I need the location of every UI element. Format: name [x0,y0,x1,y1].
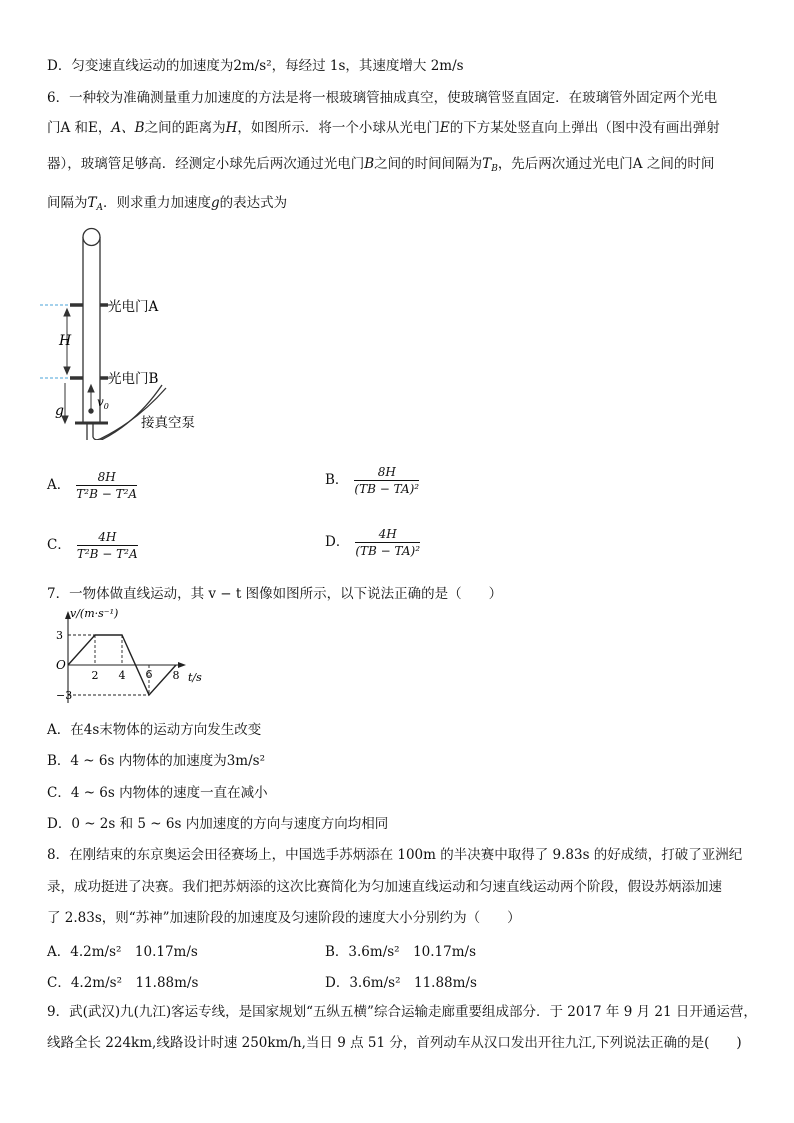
gate-a-label: 光电门A [108,299,159,315]
q8-stem-line2: 录，成功挺进了决赛。我们把苏炳添的这次比赛简化为匀加速直线运动和匀速直线运动两个阶段，假设苏炳添加速 [47,879,722,895]
q9-stem-line1: 9．武(武汉)九(九江)客运专线，是国家规划“五纵五横”综合运输走廊重要组成部分．于 2017 年 9 月 21 日开通运营， [47,1004,757,1020]
y-tick-label-1: −3 [56,689,73,702]
origin-label: O [56,658,66,672]
q6-apparatus-figure [40,225,240,440]
q8-stem-line3: 了 2.83s，则“苏神”加速阶段的加速度及匀速阶段的速度大小分别约为（ ） [47,910,521,926]
x-tick-label-0: 2 [91,669,99,682]
vacuum-pipe [87,385,162,440]
q7-option-a[interactable]: A．在4s末物体的运动方向发生改变 [47,722,262,738]
y-tick-label-0: 3 [56,629,63,642]
v0-label: $v_0$ [97,395,109,411]
q6-stem-line3: 器），玻璃管足够高．经测定小球先后两次通过光电门B之间的时间间隔为$T_B$，先后两次通过光电门A 之间的时间 [47,156,715,174]
q8-option-b[interactable]: B．3.6m/s² 10.17m/s [325,944,477,960]
q9-stem-line2: 线路全长 224km,线路设计时速 250km/h,当日 9 点 51 分，首列动车从汉口发出开往九江,下列说法正确的是( ) [47,1035,742,1051]
q8-option-d[interactable]: D．3.6m/s² 11.88m/s [325,975,477,991]
q5-option-d: D．匀变速直线运动的加速度为2m/s²，每经过 1s，其速度增大 2m/s [47,58,464,74]
q6-option-b[interactable]: B． $\frac{8H}{\text{(TB − TA)²}}$ [325,465,420,496]
x-tick-label-1: 4 [118,669,126,682]
q8-option-a[interactable]: A．4.2m/s² 10.17m/s [47,944,198,960]
q6-stem-line1: 6．一种较为准确测量重力加速度的方法是将一根玻璃管抽成真空，使玻璃管竖直固定．在玻璃管外固定两个光电 [47,90,718,106]
x-tick-label-3: 8 [172,669,180,682]
y-axis-label: v/(m·s⁻¹) [70,607,119,620]
tube-top [83,229,100,246]
q7-option-c[interactable]: C．4 ~ 6s 内物体的速度一直在减小 [47,785,268,801]
q7-vt-chart [48,605,208,710]
q6-stem-line2: 门A 和E，A、B之间的距离为H，如图所示．将一个小球从光电门E的下方某处竖直向上弹出（图中没有画出弹射 [47,120,720,136]
q8-option-c[interactable]: C．4.2m/s² 11.88m/s [47,975,199,991]
q6-option-d[interactable]: D． $\frac{4H}{\text{(TB − TA)²}}$ [325,527,421,558]
ball [89,409,93,413]
q6-option-a[interactable]: A． $\frac{8H}{\text{T²B − T²A}}$ [47,470,138,501]
x-axis-arrow [178,662,186,668]
vacuum-pipe-outer [93,388,166,440]
q7-stem: 7．一物体做直线运动，其 v − t 图像如图所示，以下说法正确的是（ ） [47,586,503,602]
h-label: H [59,333,72,349]
q8-stem-line1: 8．在刚结束的东京奥运会田径赛场上，中国选手苏炳添在 100m 的半决赛中取得了 9.83s 的好成绩，打破了亚洲纪 [47,847,743,863]
q7-option-d[interactable]: D．0 ~ 2s 和 5 ~ 6s 内加速度的方向与速度方向均相同 [47,816,389,832]
g-label: g [55,403,64,419]
q6-option-c[interactable]: C． $\frac{4H}{\text{T²B − T²A}}$ [47,530,138,561]
pump-label: 接真空泵 [141,415,195,431]
x-axis-label: t/s [188,671,202,684]
x-tick-label-2: 6 [145,668,153,681]
gate-b-label: 光电门B [108,371,159,387]
q7-option-b[interactable]: B．4 ~ 6s 内物体的加速度为3m/s² [47,753,265,769]
q6-stem-line4: 间隔为$T_A$．则求重力加速度g的表达式为 [47,195,288,213]
